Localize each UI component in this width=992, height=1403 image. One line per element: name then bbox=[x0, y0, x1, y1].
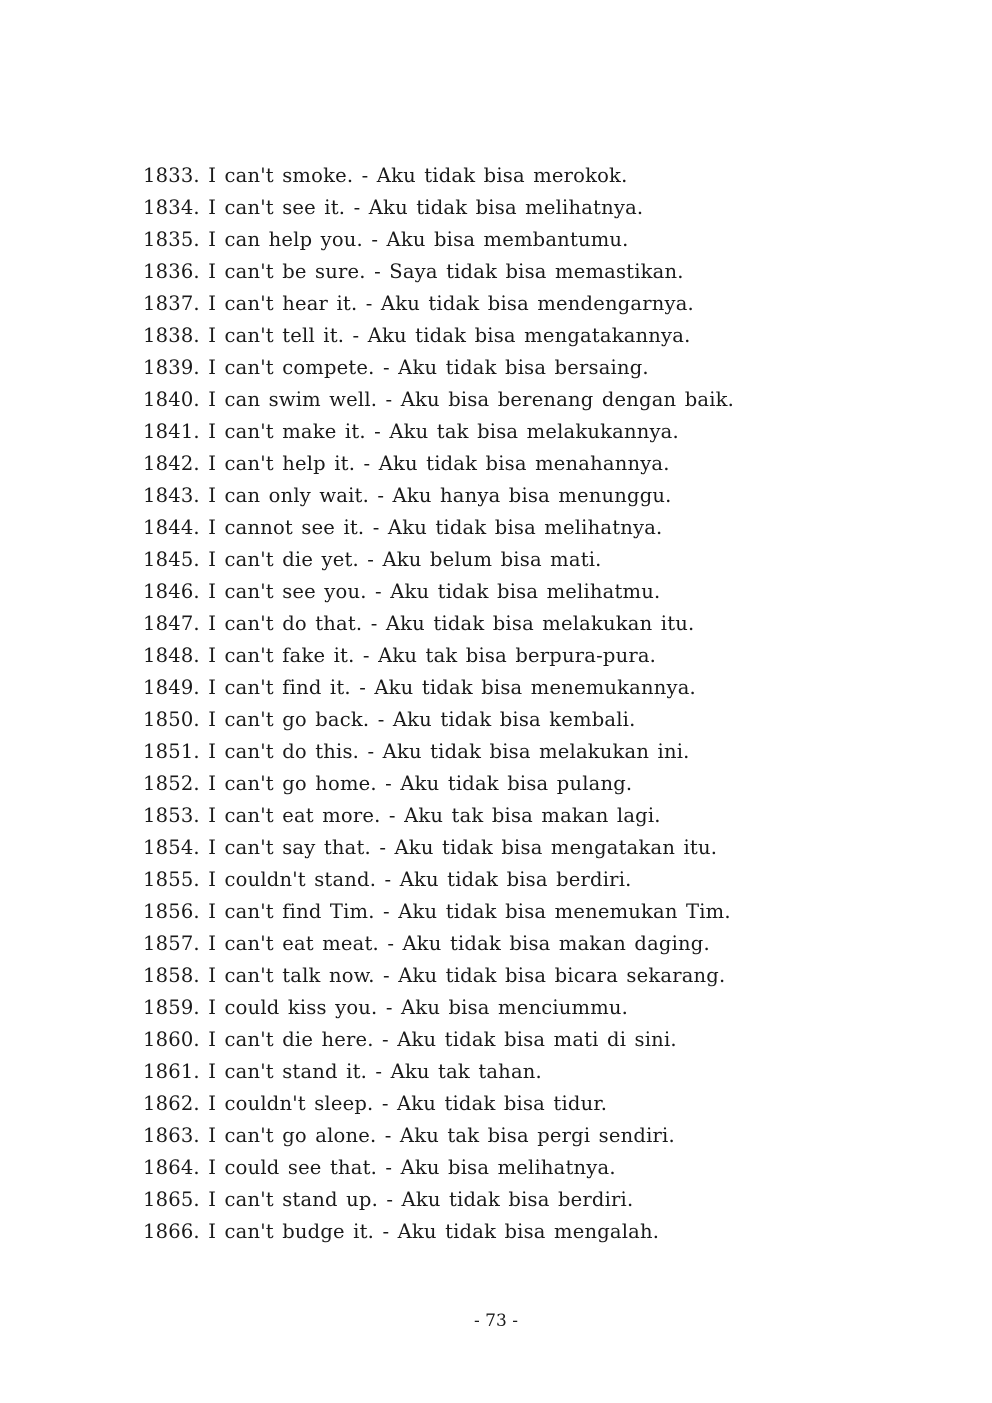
sentence-line: 1862. I couldn't sleep. - Aku tidak bisa tidur. bbox=[143, 1092, 608, 1115]
sentence-line: 1840. I can swim well. - Aku bisa berenang dengan baik. bbox=[143, 388, 735, 411]
sentence-line: 1847. I can't do that. - Aku tidak bisa melakukan itu. bbox=[143, 612, 695, 635]
sentence-line: 1860. I can't die here. - Aku tidak bisa mati di sini. bbox=[143, 1028, 677, 1051]
sentence-line: 1856. I can't find Tim. - Aku tidak bisa menemukan Tim. bbox=[143, 900, 731, 923]
sentence-line: 1857. I can't eat meat. - Aku tidak bisa makan daging. bbox=[143, 932, 710, 955]
sentence-line: 1853. I can't eat more. - Aku tak bisa makan lagi. bbox=[143, 804, 661, 827]
sentence-line: 1848. I can't fake it. - Aku tak bisa berpura-pura. bbox=[143, 644, 657, 667]
page-number: - 73 - bbox=[474, 1311, 518, 1331]
sentence-line: 1841. I can't make it. - Aku tak bisa melakukannya. bbox=[143, 420, 679, 443]
sentence-line: 1836. I can't be sure. - Saya tidak bisa memastikan. bbox=[143, 260, 684, 283]
sentence-line: 1845. I can't die yet. - Aku belum bisa mati. bbox=[143, 548, 602, 571]
sentence-line: 1859. I could kiss you. - Aku bisa menciummu. bbox=[143, 996, 629, 1019]
sentence-line: 1844. I cannot see it. - Aku tidak bisa melihatnya. bbox=[143, 516, 663, 539]
sentence-line: 1865. I can't stand up. - Aku tidak bisa berdiri. bbox=[143, 1188, 634, 1211]
sentence-line: 1839. I can't compete. - Aku tidak bisa bersaing. bbox=[143, 356, 649, 379]
sentence-line: 1835. I can help you. - Aku bisa membantumu. bbox=[143, 228, 629, 251]
sentence-line: 1838. I can't tell it. - Aku tidak bisa mengatakannya. bbox=[143, 324, 691, 347]
sentence-line: 1849. I can't find it. - Aku tidak bisa menemukannya. bbox=[143, 676, 696, 699]
sentence-line: 1858. I can't talk now. - Aku tidak bisa bicara sekarang. bbox=[143, 964, 726, 987]
sentence-line: 1842. I can't help it. - Aku tidak bisa menahannya. bbox=[143, 452, 670, 475]
sentence-line: 1837. I can't hear it. - Aku tidak bisa mendengarnya. bbox=[143, 292, 694, 315]
sentence-list bbox=[143, 160, 734, 1248]
sentence-line: 1846. I can't see you. - Aku tidak bisa melihatmu. bbox=[143, 580, 661, 603]
sentence-line: 1866. I can't budge it. - Aku tidak bisa mengalah. bbox=[143, 1220, 660, 1243]
sentence-line: 1861. I can't stand it. - Aku tak tahan. bbox=[143, 1060, 542, 1083]
sentence-line: 1834. I can't see it. - Aku tidak bisa melihatnya. bbox=[143, 196, 644, 219]
sentence-line: 1854. I can't say that. - Aku tidak bisa mengatakan itu. bbox=[143, 836, 718, 859]
sentence-line: 1855. I couldn't stand. - Aku tidak bisa berdiri. bbox=[143, 868, 632, 891]
sentence-line: 1852. I can't go home. - Aku tidak bisa pulang. bbox=[143, 772, 633, 795]
sentence-line: 1850. I can't go back. - Aku tidak bisa kembali. bbox=[143, 708, 636, 731]
sentence-line: 1863. I can't go alone. - Aku tak bisa pergi sendiri. bbox=[143, 1124, 675, 1147]
sentence-line: 1864. I could see that. - Aku bisa melihatnya. bbox=[143, 1156, 616, 1179]
sentence-line: 1851. I can't do this. - Aku tidak bisa melakukan ini. bbox=[143, 740, 690, 763]
sentence-line: 1843. I can only wait. - Aku hanya bisa menunggu. bbox=[143, 484, 672, 507]
sentence-line: 1833. I can't smoke. - Aku tidak bisa merokok. bbox=[143, 164, 628, 187]
